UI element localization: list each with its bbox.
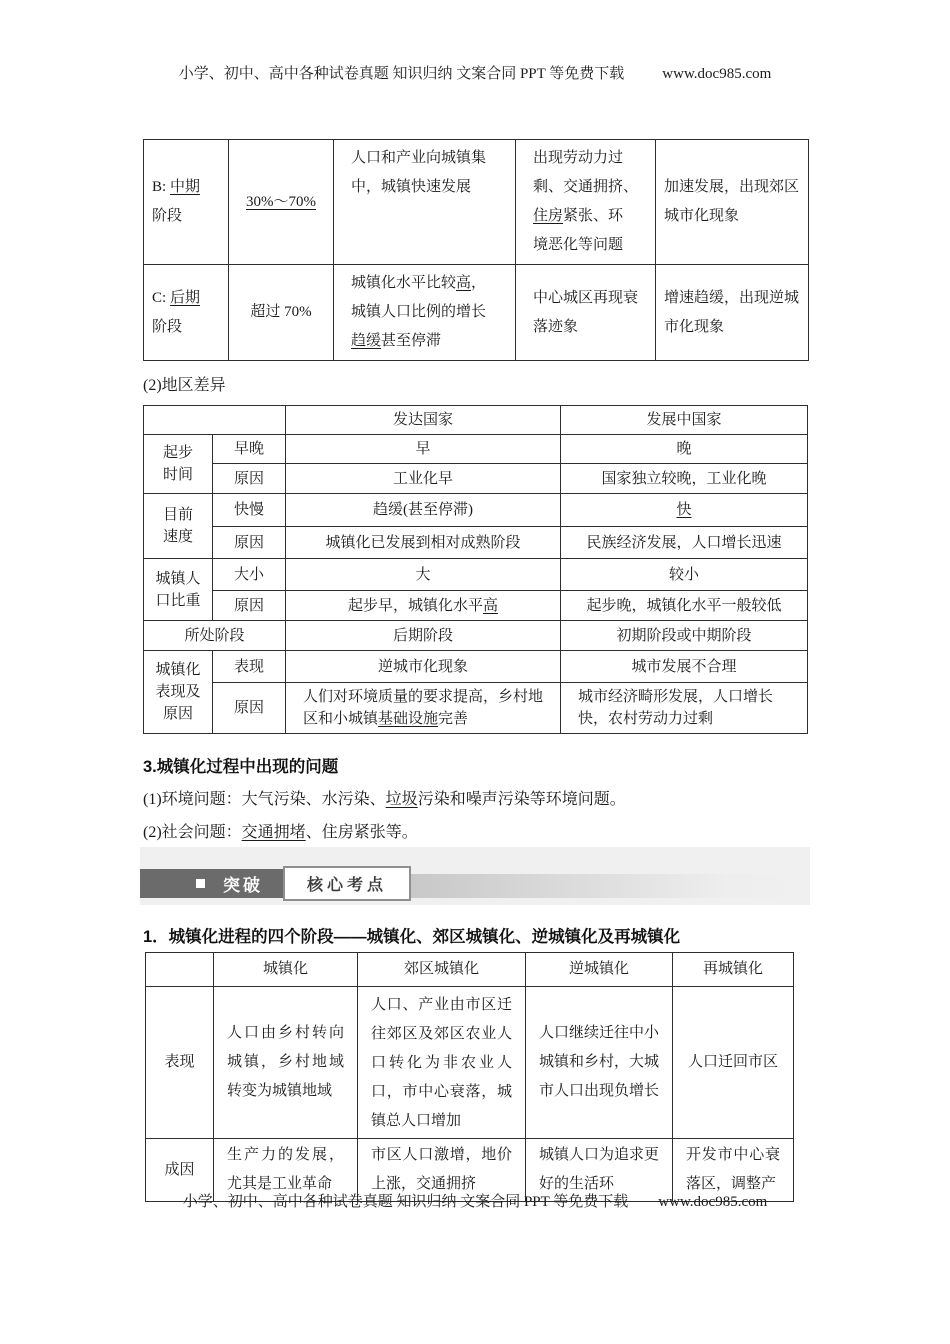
col-developed-header: 发达国家 (286, 406, 561, 435)
table-cell: 城镇人口为追求更好的生活环 (526, 1139, 673, 1202)
sub-label: 表现 (213, 651, 286, 683)
banner-core-points-tab (283, 866, 411, 901)
table-cell: 城镇化已发展到相对成熟阶段 (286, 527, 561, 559)
section3-title: 3.城镇化过程中出现的问题 (143, 758, 339, 776)
stage-b-level: 30%～70% (229, 140, 334, 265)
col-developing-header: 发展中国家 (561, 406, 808, 435)
table-cell: 人们对环境质量的要求提高，乡村地区和小城镇基础设施完善 (286, 683, 561, 734)
site-footer (0, 1190, 950, 1211)
table-row (144, 435, 808, 464)
table-cell: 起步晚，城镇化水平一般较低 (561, 591, 808, 621)
table-row (144, 591, 808, 621)
table-cell: 生产力的发展，尤其是工业革命 (214, 1139, 358, 1202)
sub-label: 原因 (213, 464, 286, 494)
table-row (144, 683, 808, 734)
stage-b-problem: 出现劳动力过剩、交通拥挤、住房紧张、环境恶化等问题 (516, 140, 656, 265)
empty-corner-cell (146, 953, 214, 987)
table-cell: 后期阶段 (286, 621, 561, 651)
table-cell: 人口继续迁往中小城镇和乡村，大城市人口出现负增长 (526, 987, 673, 1139)
four-stages-table (145, 952, 794, 1202)
table-row (146, 987, 794, 1139)
stage-b-cell: B: 中期 阶段 (144, 140, 229, 265)
stages-table (143, 139, 809, 361)
table-cell: 晚 (561, 435, 808, 464)
region-diff-label: (2)地区差异 (143, 377, 226, 394)
table-cell: 开发市中心衰落区，调整产 (673, 1139, 794, 1202)
row-label-appearance: 表现 (146, 987, 214, 1139)
banner-gradient-strip (402, 874, 810, 898)
table-cell: 人口由乡村转向城镇，乡村地域转变为城镇地域 (214, 987, 358, 1139)
stage-c-feature: 城镇化水平比较高，城镇人口比例的增长趋缓甚至停滞 (334, 265, 516, 361)
table-row (144, 406, 808, 435)
table-cell: 较小 (561, 559, 808, 591)
group-urban-pop-share: 城镇人 口比重 (144, 559, 213, 621)
group-urban-appearance: 城镇化 表现及 原因 (144, 651, 213, 734)
stage-b-feature: 人口和产业向城镇集中，城镇快速发展 (334, 140, 516, 265)
header-text: 小学、初中、高中各种试卷真题 知识归纳 文案合同 PPT 等免费下载 (178, 66, 625, 82)
table-row (144, 265, 809, 361)
footer-text: 小学、初中、高中各种试卷真题 知识归纳 文案合同 PPT 等免费下载 (182, 1194, 629, 1210)
table-row (146, 953, 794, 987)
banner-breakthrough-tab (140, 869, 283, 898)
table-cell: 人口迁回市区 (673, 987, 794, 1139)
header-re-urbanization: 再城镇化 (673, 953, 794, 987)
stage-b-result: 加速发展，出现郊区城市化现象 (656, 140, 809, 265)
table-cell: 城市经济畸形发展，人口增长快，农村劳动力过剩 (561, 683, 808, 734)
table-cell: 大 (286, 559, 561, 591)
stage-c-level: 超过 70% (229, 265, 334, 361)
merged-stage-label: 所处阶段 (144, 621, 286, 651)
table-row (144, 527, 808, 559)
table-row (144, 559, 808, 591)
table-row (144, 621, 808, 651)
table-row (144, 651, 808, 683)
sub-label: 原因 (213, 527, 286, 559)
table-cell: 趋缓(甚至停滞) (286, 494, 561, 527)
sub-label: 早晚 (213, 435, 286, 464)
row-label-cause: 成因 (146, 1139, 214, 1202)
banner-tab2-label: 核心考点 (306, 877, 387, 894)
sub-label: 大小 (213, 559, 286, 591)
section3-item-society: (2)社会问题：交通拥堵、住房紧张等。 (143, 824, 418, 841)
stage-c-cell: C: 后期 阶段 (144, 265, 229, 361)
group-start-time: 起步 时间 (144, 435, 213, 494)
banner-tab1-label: 突破 (223, 876, 263, 895)
region-diff-table (143, 405, 808, 734)
table-cell: 初期阶段或中期阶段 (561, 621, 808, 651)
table-row (144, 464, 808, 494)
header-url: www.doc985.com (662, 66, 772, 82)
stage-c-problem: 中心城区再现衰落迹象 (516, 265, 656, 361)
sub-label: 原因 (213, 591, 286, 621)
group-current-speed: 目前 速度 (144, 494, 213, 559)
sub-label: 原因 (213, 683, 286, 734)
sub-label: 快慢 (213, 494, 286, 527)
header-suburbanization: 郊区城镇化 (358, 953, 526, 987)
table-cell: 工业化早 (286, 464, 561, 494)
table-cell: 民族经济发展，人口增长迅速 (561, 527, 808, 559)
table-cell: 人口、产业由市区迁往郊区及郊区农业人口转化为非农业人口，市中心衰落，城镇总人口增加 (358, 987, 526, 1139)
table-cell: 市区人口激增，地价上涨，交通拥挤 (358, 1139, 526, 1202)
section4-title: 1．城镇化进程的四个阶段——城镇化、郊区城镇化、逆城镇化及再城镇化 (143, 928, 681, 946)
header-urbanization: 城镇化 (214, 953, 358, 987)
section3-item-environment: (1)环境问题：大气污染、水污染、垃圾污染和噪声污染等环境问题。 (143, 791, 626, 808)
footer-url: www.doc985.com (658, 1194, 768, 1210)
table-cell: 国家独立较晚，工业化晚 (561, 464, 808, 494)
table-cell: 早 (286, 435, 561, 464)
stage-c-result: 增速趋缓，出现逆城市化现象 (656, 265, 809, 361)
square-bullet-icon (196, 879, 205, 888)
table-cell: 起步早，城镇化水平高 (286, 591, 561, 621)
table-row (144, 140, 809, 265)
banner-panel (140, 847, 810, 905)
table-cell: 城市发展不合理 (561, 651, 808, 683)
table-cell: 逆城市化现象 (286, 651, 561, 683)
table-cell: 快 (561, 494, 808, 527)
empty-corner-cell (144, 406, 286, 435)
header-counter-urbanization: 逆城镇化 (526, 953, 673, 987)
site-header (0, 62, 950, 83)
table-row (144, 494, 808, 527)
